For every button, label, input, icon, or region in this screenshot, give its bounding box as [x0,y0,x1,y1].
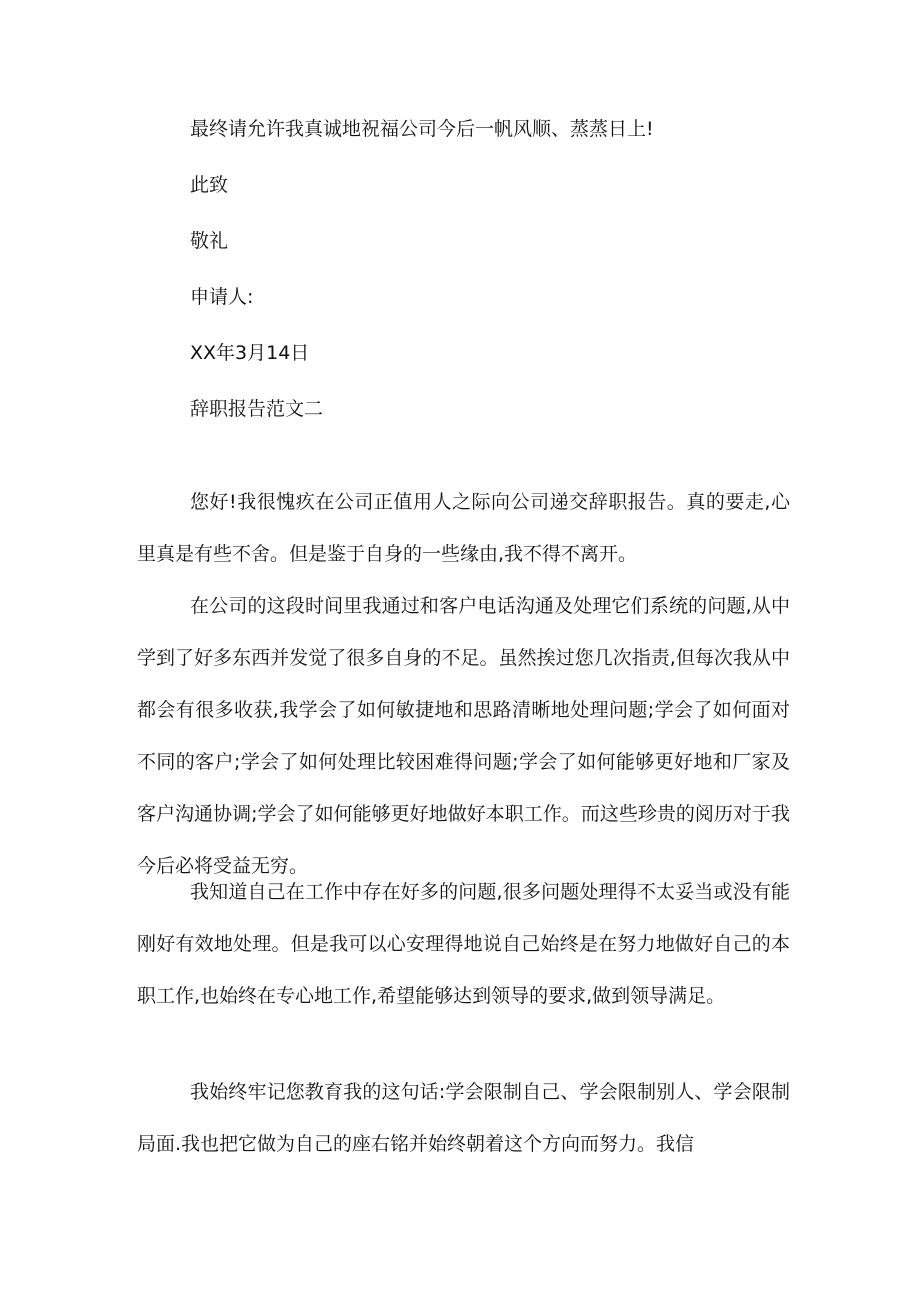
section-title: 辞职报告范文二 [190,398,324,420]
body-paragraph-2: 在公司的这段时间里我通过和客户电话沟通及处理它们系统的问题,从中学到了好多东西并发觉了很多自身的不足。虽然挨过您几次指责,但每次我从中都会有很多收获,我学会了如何敏捷地和思路清晰地处理问题;学会了如何面对不同的客户;学会了如何处理比较困难得问题;学会了如何能够更好地和厂家及客户沟通协调;学会了如何能够更好地做好本职工作。而这些珍贵的阅历对于我今后必将受益无穷。 [137,595,790,877]
salutation-jingli: 敬礼 [190,230,229,252]
body-paragraph-3: 我知道自己在工作中存在好多的问题,很多问题处理得不太妥当或没有能刚好有效地处理。但是我可以心安理得地说自己始终是在努力地做好自己的本职工作,也始终在专心地工作,希望能够达到领导的要求,做到领导满足。 [137,881,790,1007]
applicant-label: 申请人: [190,286,254,308]
closing-wish: 最终请允许我真诚地祝福公司今后一帆风顺、蒸蒸日上! [190,118,654,140]
body-paragraph-1: 您好!我很愧疚在公司正值用人之际向公司递交辞职报告。真的要走,心里真是有些不舍。但是鉴于自身的一些缘由,我不得不离开。 [137,491,790,565]
letter-date: XX年3月14日 [190,342,310,364]
salutation-cizhi: 此致 [190,174,229,196]
body-paragraph-4: 我始终牢记您教育我的这句话:学会限制自己、学会限制别人、学会限制局面.我也把它做为自己的座右铭并始终朝着这个方向而努力。我信 [137,1081,790,1155]
